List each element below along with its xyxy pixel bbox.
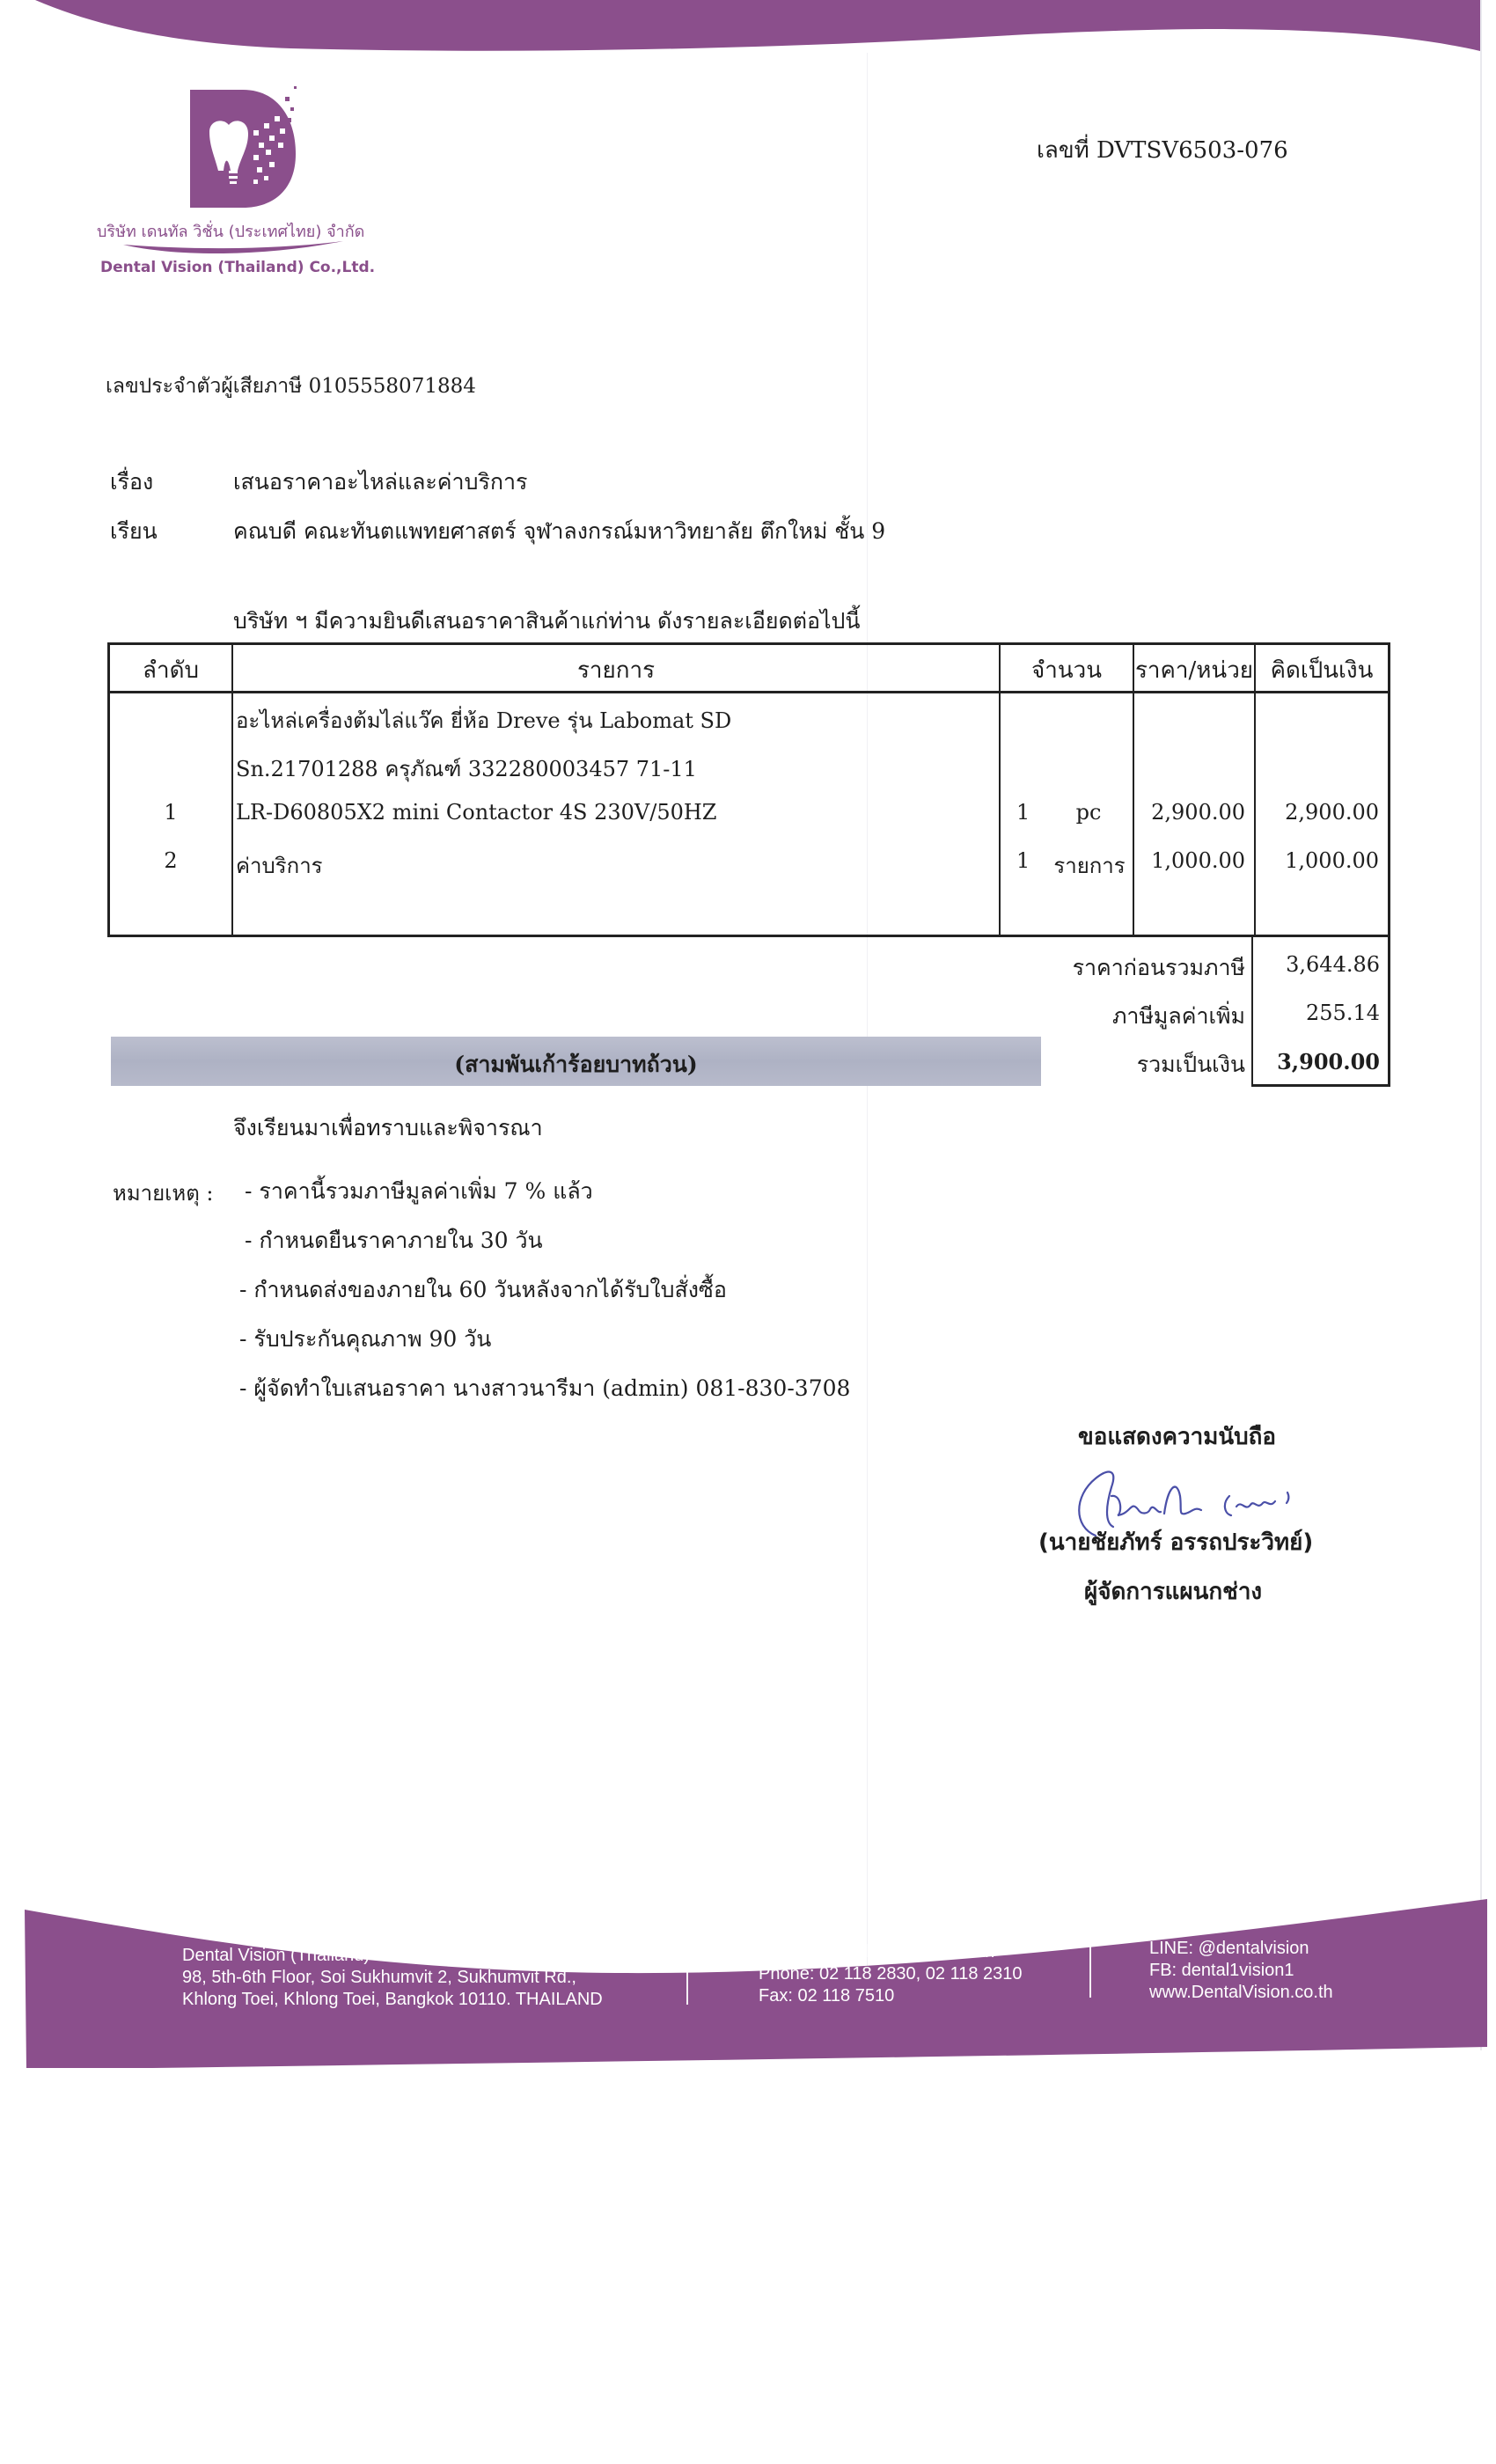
footer-address-line: 98, 5th-6th Floor, Soi Sukhumvit 2, Sukhumvit Rd., bbox=[182, 1968, 576, 1987]
row-item: ค่าบริการ bbox=[236, 854, 323, 878]
subtotal-value: 3,644.86 bbox=[1286, 952, 1380, 977]
footer-company-name: Dental Vision (Thailand) Co.,Ltd. bbox=[182, 1946, 436, 1965]
footer-website[interactable]: www.DentalVision.co.th bbox=[1149, 1983, 1333, 2002]
paper-edge bbox=[1480, 0, 1482, 2050]
footer-divider bbox=[1089, 1936, 1091, 1998]
footer-address bbox=[182, 1945, 603, 2011]
footer-email[interactable]: Email: info@dentalvision.co.th bbox=[759, 1942, 995, 1962]
footer-divider bbox=[686, 1943, 688, 2005]
company-name-thai: บริษัท เดนทัล วิชั่น (ประเทศไทย) จำกัด bbox=[97, 223, 365, 241]
footer-line-id: LINE: @dentalvision bbox=[1149, 1939, 1309, 1958]
row-no: 1 bbox=[164, 800, 178, 825]
company-logo bbox=[88, 70, 376, 282]
header-item: รายการ bbox=[576, 657, 656, 684]
column-divider bbox=[231, 645, 233, 935]
subject-label: เรื่อง bbox=[110, 469, 154, 495]
signer-name: (นายชัยภัทร์ อรรถประวิทย์) bbox=[1038, 1529, 1314, 1556]
note-item: - กำหนดยืนราคาภายใน 30 วัน bbox=[245, 1228, 543, 1253]
signer-title: ผู้จัดการแผนกช่าง bbox=[1084, 1579, 1263, 1605]
row-item: LR-D60805X2 mini Contactor 4S 230V/50HZ bbox=[236, 800, 717, 825]
recipient-label: เรียน bbox=[110, 518, 158, 544]
header-divider bbox=[110, 691, 1388, 693]
header-amount: คิดเป็นเงิน bbox=[1270, 657, 1374, 684]
document-number: เลขที่ DVTSV6503-076 bbox=[1037, 137, 1288, 164]
notes-label: หมายเหตุ : bbox=[113, 1181, 214, 1206]
logo-swoosh bbox=[123, 238, 343, 257]
vat-label: ภาษีมูลค่าเพิ่ม bbox=[1111, 1003, 1245, 1029]
header-qty: จำนวน bbox=[1031, 657, 1102, 684]
header-unit-price: ราคา/หน่วย bbox=[1134, 657, 1254, 684]
column-divider bbox=[1133, 645, 1134, 935]
column-divider bbox=[1254, 645, 1256, 935]
item-description-line: อะไหล่เครื่องต้มไล่แว๊ค ยี่ห้อ Dreve รุ่น Labomat SD bbox=[236, 708, 732, 733]
note-item: - รับประกันคุณภาพ 90 วัน bbox=[239, 1326, 492, 1352]
row-unit: pc bbox=[1075, 800, 1102, 825]
footer-contact bbox=[759, 1941, 1023, 2007]
closing-text: จึงเรียนมาเพื่อทราบและพิจารณา bbox=[233, 1115, 543, 1140]
footer-facebook: FB: dental1vision1 bbox=[1149, 1961, 1294, 1980]
recipient-text: คณบดี คณะทันตแพทยศาสตร์ จุฬาลงกรณ์มหาวิทยาลัย ตึกใหม่ ชั้น 9 bbox=[233, 518, 886, 544]
tooth-implant-logo-icon bbox=[172, 79, 304, 211]
note-item: - กำหนดส่งของภายใน 60 วันหลังจากได้รับใบสั่งซื้อ bbox=[239, 1277, 727, 1302]
header-no: ลำดับ bbox=[143, 657, 199, 684]
note-item: - ผู้จัดทำใบเสนอราคา นางสาวนารีมา (admin) 081-830-3708 bbox=[239, 1375, 851, 1401]
subtotal-label: ราคาก่อนรวมภาษี bbox=[1072, 955, 1245, 980]
footer-address-line: Khlong Toei, Khlong Toei, Bangkok 10110. THAILAND bbox=[182, 1990, 603, 2009]
column-divider bbox=[999, 645, 1001, 935]
amount-in-words-bar bbox=[111, 1037, 1041, 1086]
row-qty: 1 bbox=[1016, 848, 1030, 873]
row-amount: 2,900.00 bbox=[1285, 800, 1379, 825]
tax-id: เลขประจำตัวผู้เสียภาษี 0105558071884 bbox=[106, 375, 476, 398]
row-unit-price: 2,900.00 bbox=[1151, 800, 1245, 825]
item-description-line: Sn.21701288 ครุภัณฑ์ 332280003457 71-11 bbox=[236, 757, 697, 781]
row-no: 2 bbox=[164, 848, 178, 873]
header-wave bbox=[0, 0, 1496, 62]
footer-phone: Phone: 02 118 2830, 02 118 2310 bbox=[759, 1964, 1023, 1984]
row-unit-price: 1,000.00 bbox=[1151, 848, 1245, 873]
regards-text: ขอแสดงความนับถือ bbox=[1078, 1424, 1276, 1450]
total-label: รวมเป็นเงิน bbox=[1136, 1052, 1245, 1077]
vat-value: 255.14 bbox=[1306, 1001, 1380, 1025]
quotation-table bbox=[107, 642, 1390, 937]
total-value: 3,900.00 bbox=[1277, 1049, 1380, 1074]
note-item: - ราคานี้รวมภาษีมูลค่าเพิ่ม 7 % แล้ว bbox=[245, 1178, 593, 1204]
subject-text: เสนอราคาอะไหล่และค่าบริการ bbox=[233, 469, 528, 495]
row-unit: รายการ bbox=[1053, 854, 1126, 878]
footer-fax: Fax: 02 118 7510 bbox=[759, 1986, 895, 2006]
amount-in-words: (สามพันเก้าร้อยบาทถ้วน) bbox=[454, 1052, 698, 1077]
row-qty: 1 bbox=[1016, 800, 1030, 825]
company-name-english: Dental Vision (Thailand) Co.,Ltd. bbox=[100, 259, 376, 276]
intro-text: บริษัท ฯ มีความยินดีเสนอราคาสินค้าแก่ท่าน ดังรายละเอียดต่อไปนี้ bbox=[233, 608, 861, 634]
footer-social bbox=[1149, 1938, 1333, 2004]
row-amount: 1,000.00 bbox=[1285, 848, 1379, 873]
